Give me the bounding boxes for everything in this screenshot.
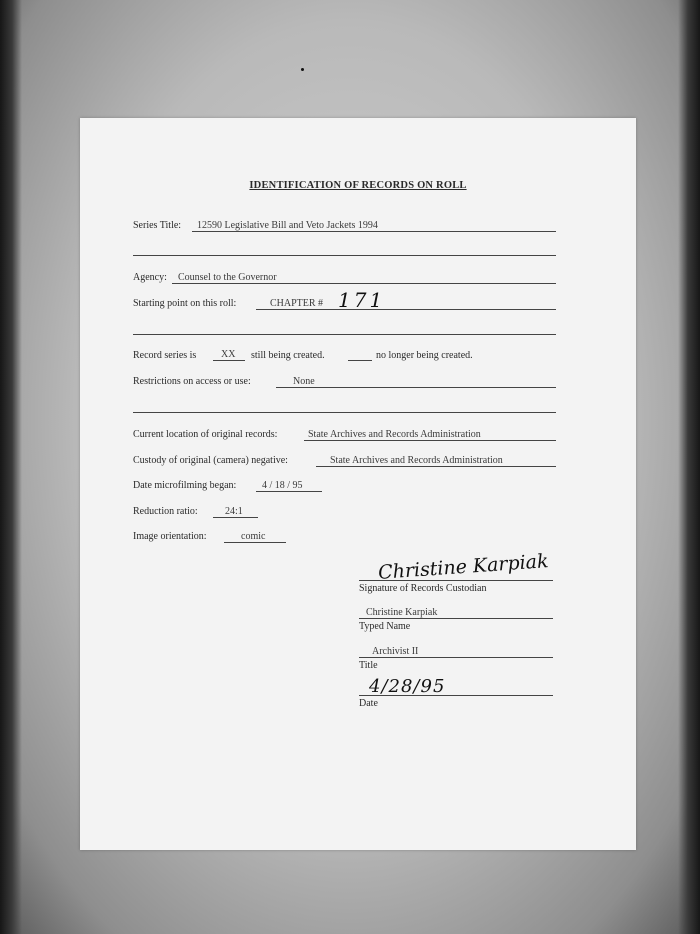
- custody-label: Custody of original (camera) negative:: [133, 455, 288, 466]
- custodian-signature: Christine Karpiak: [377, 550, 550, 584]
- custody-value: State Archives and Records Administration: [330, 455, 503, 466]
- series-title-line: [192, 231, 556, 232]
- starting-point-value: CHAPTER #: [270, 298, 324, 309]
- agency-value: Counsel to the Governor: [178, 272, 277, 283]
- series-title-value: 12590 Legislative Bill and Veto Jackets 1994: [197, 220, 378, 231]
- restrictions-line: [276, 387, 556, 388]
- custody-line: [316, 466, 556, 467]
- records-form-page: [80, 118, 636, 850]
- restrictions-line-2: [133, 412, 556, 413]
- current-location-value: State Archives and Records Administration: [308, 429, 481, 440]
- current-location-label: Current location of original records:: [133, 429, 278, 440]
- date-began-line: [256, 491, 322, 492]
- film-edge-right: [678, 0, 700, 934]
- date-began-label: Date microfilming began:: [133, 480, 237, 491]
- signature-line: [359, 580, 553, 581]
- reduction-ratio-value: 24:1: [225, 506, 243, 517]
- no-longer-created-blank: [348, 360, 372, 361]
- typed-name-label: Typed Name: [359, 621, 411, 632]
- starting-point-label: Starting point on this roll:: [133, 298, 237, 309]
- date-began-value: 4 / 18 / 95: [262, 480, 303, 491]
- reduction-ratio-line: [213, 517, 258, 518]
- film-edge-left: [0, 0, 22, 934]
- starting-point-line-2: [133, 334, 556, 335]
- image-orientation-value: comic: [241, 531, 266, 542]
- form-title: IDENTIFICATION OF RECORDS ON ROLL: [249, 180, 467, 191]
- image-orientation-label: Image orientation:: [133, 531, 207, 542]
- dust-speck: [301, 68, 304, 71]
- restrictions-label: Restrictions on access or use:: [133, 376, 251, 387]
- record-series-label: Record series is: [133, 350, 197, 361]
- agency-label: Agency:: [133, 272, 167, 283]
- signature-label: Signature of Records Custodian: [359, 583, 487, 594]
- date-label: Date: [359, 698, 378, 709]
- title-line: [359, 657, 553, 658]
- record-series-mark: XX: [221, 349, 236, 360]
- still-being-created-text: still being created.: [251, 350, 325, 361]
- series-title-label: Series Title:: [133, 220, 182, 231]
- date-line: [359, 695, 553, 696]
- date-handwritten: 4/28/95: [369, 676, 446, 697]
- series-title-line-2: [133, 255, 556, 256]
- title-label: Title: [359, 660, 378, 671]
- title-value: Archivist II: [372, 646, 419, 657]
- typed-name-value: Christine Karpiak: [366, 607, 438, 618]
- reduction-ratio-label: Reduction ratio:: [133, 506, 198, 517]
- image-orientation-line: [224, 542, 286, 543]
- current-location-line: [304, 440, 556, 441]
- no-longer-created-text: no longer being created.: [376, 350, 473, 361]
- starting-point-handwritten: 171: [338, 288, 386, 312]
- restrictions-value: None: [293, 376, 315, 387]
- agency-line: [172, 283, 556, 284]
- starting-point-line: [256, 309, 556, 310]
- still-being-created-blank: [213, 360, 245, 361]
- typed-name-line: [359, 618, 553, 619]
